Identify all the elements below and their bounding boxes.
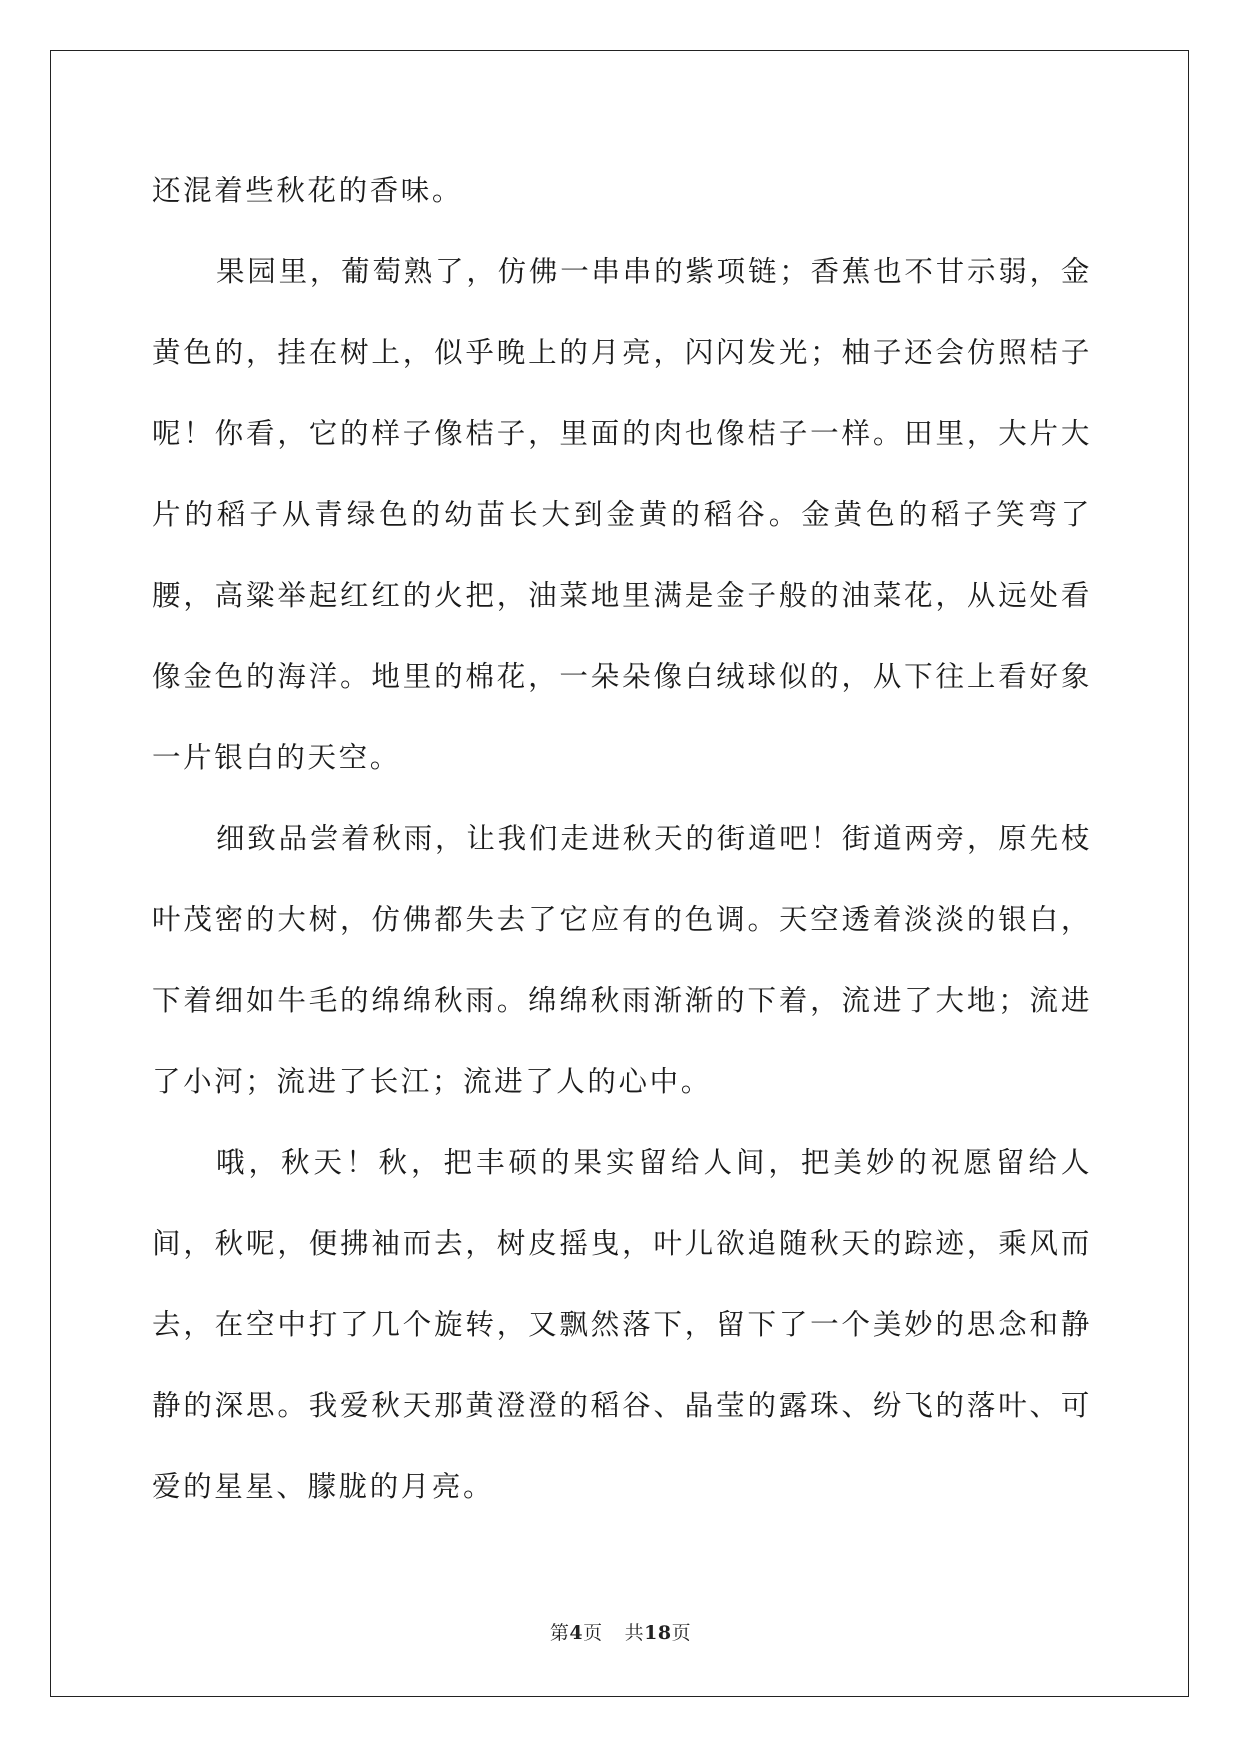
total-prefix: 共 [624, 1622, 645, 1644]
page-suffix: 页 [583, 1622, 603, 1644]
page-footer [0, 1618, 1241, 1645]
paragraph-2: 果园里，葡萄熟了，仿佛一串串的紫项链；香蕉也不甘示弱，金黄色的，挂在树上，似乎晚上的月亮，闪闪发光；柚子还会仿照桔子呢！你看，它的样子像桔子，里面的肉也像桔子一样。田里，大片大片的稻子从青绿色的幼苗长大到金黄的稻谷。金黄色的稻子笑弯了腰，高粱举起红红的火把，油菜地里满是金子般的油菜花，从远处看像金色的海洋。地里的棉花，一朵朵像白绒球似的，从下往上看好象一片银白的天空。 [152, 255, 1092, 774]
paragraph-1: 还混着些秋花的香味。 [152, 174, 464, 207]
total-suffix: 页 [671, 1622, 692, 1644]
page-prefix: 第 [549, 1622, 570, 1644]
document-body [152, 150, 1092, 1527]
page-total: 18 [644, 1622, 672, 1644]
paragraph-3: 细致品尝着秋雨，让我们走进秋天的街道吧！街道两旁，原先枝叶茂密的大树，仿佛都失去了它应有的色调。天空透着淡淡的银白，下着细如牛毛的绵绵秋雨。绵绵秋雨渐渐的下着，流进了大地；流进了小河；流进了长江；流进了人的心中。 [152, 822, 1092, 1098]
page-current: 4 [569, 1622, 584, 1644]
paragraph-4: 哦，秋天！秋，把丰硕的果实留给人间，把美妙的祝愿留给人间，秋呢，便拂袖而去，树皮摇曳，叶儿欲追随秋天的踪迹，乘风而去，在空中打了几个旋转，又飘然落下，留下了一个美妙的思念和静静的深思。我爱秋天那黄澄澄的稻谷、晶莹的露珠、纷飞的落叶、可爱的星星、朦胧的月亮。 [152, 1146, 1092, 1503]
